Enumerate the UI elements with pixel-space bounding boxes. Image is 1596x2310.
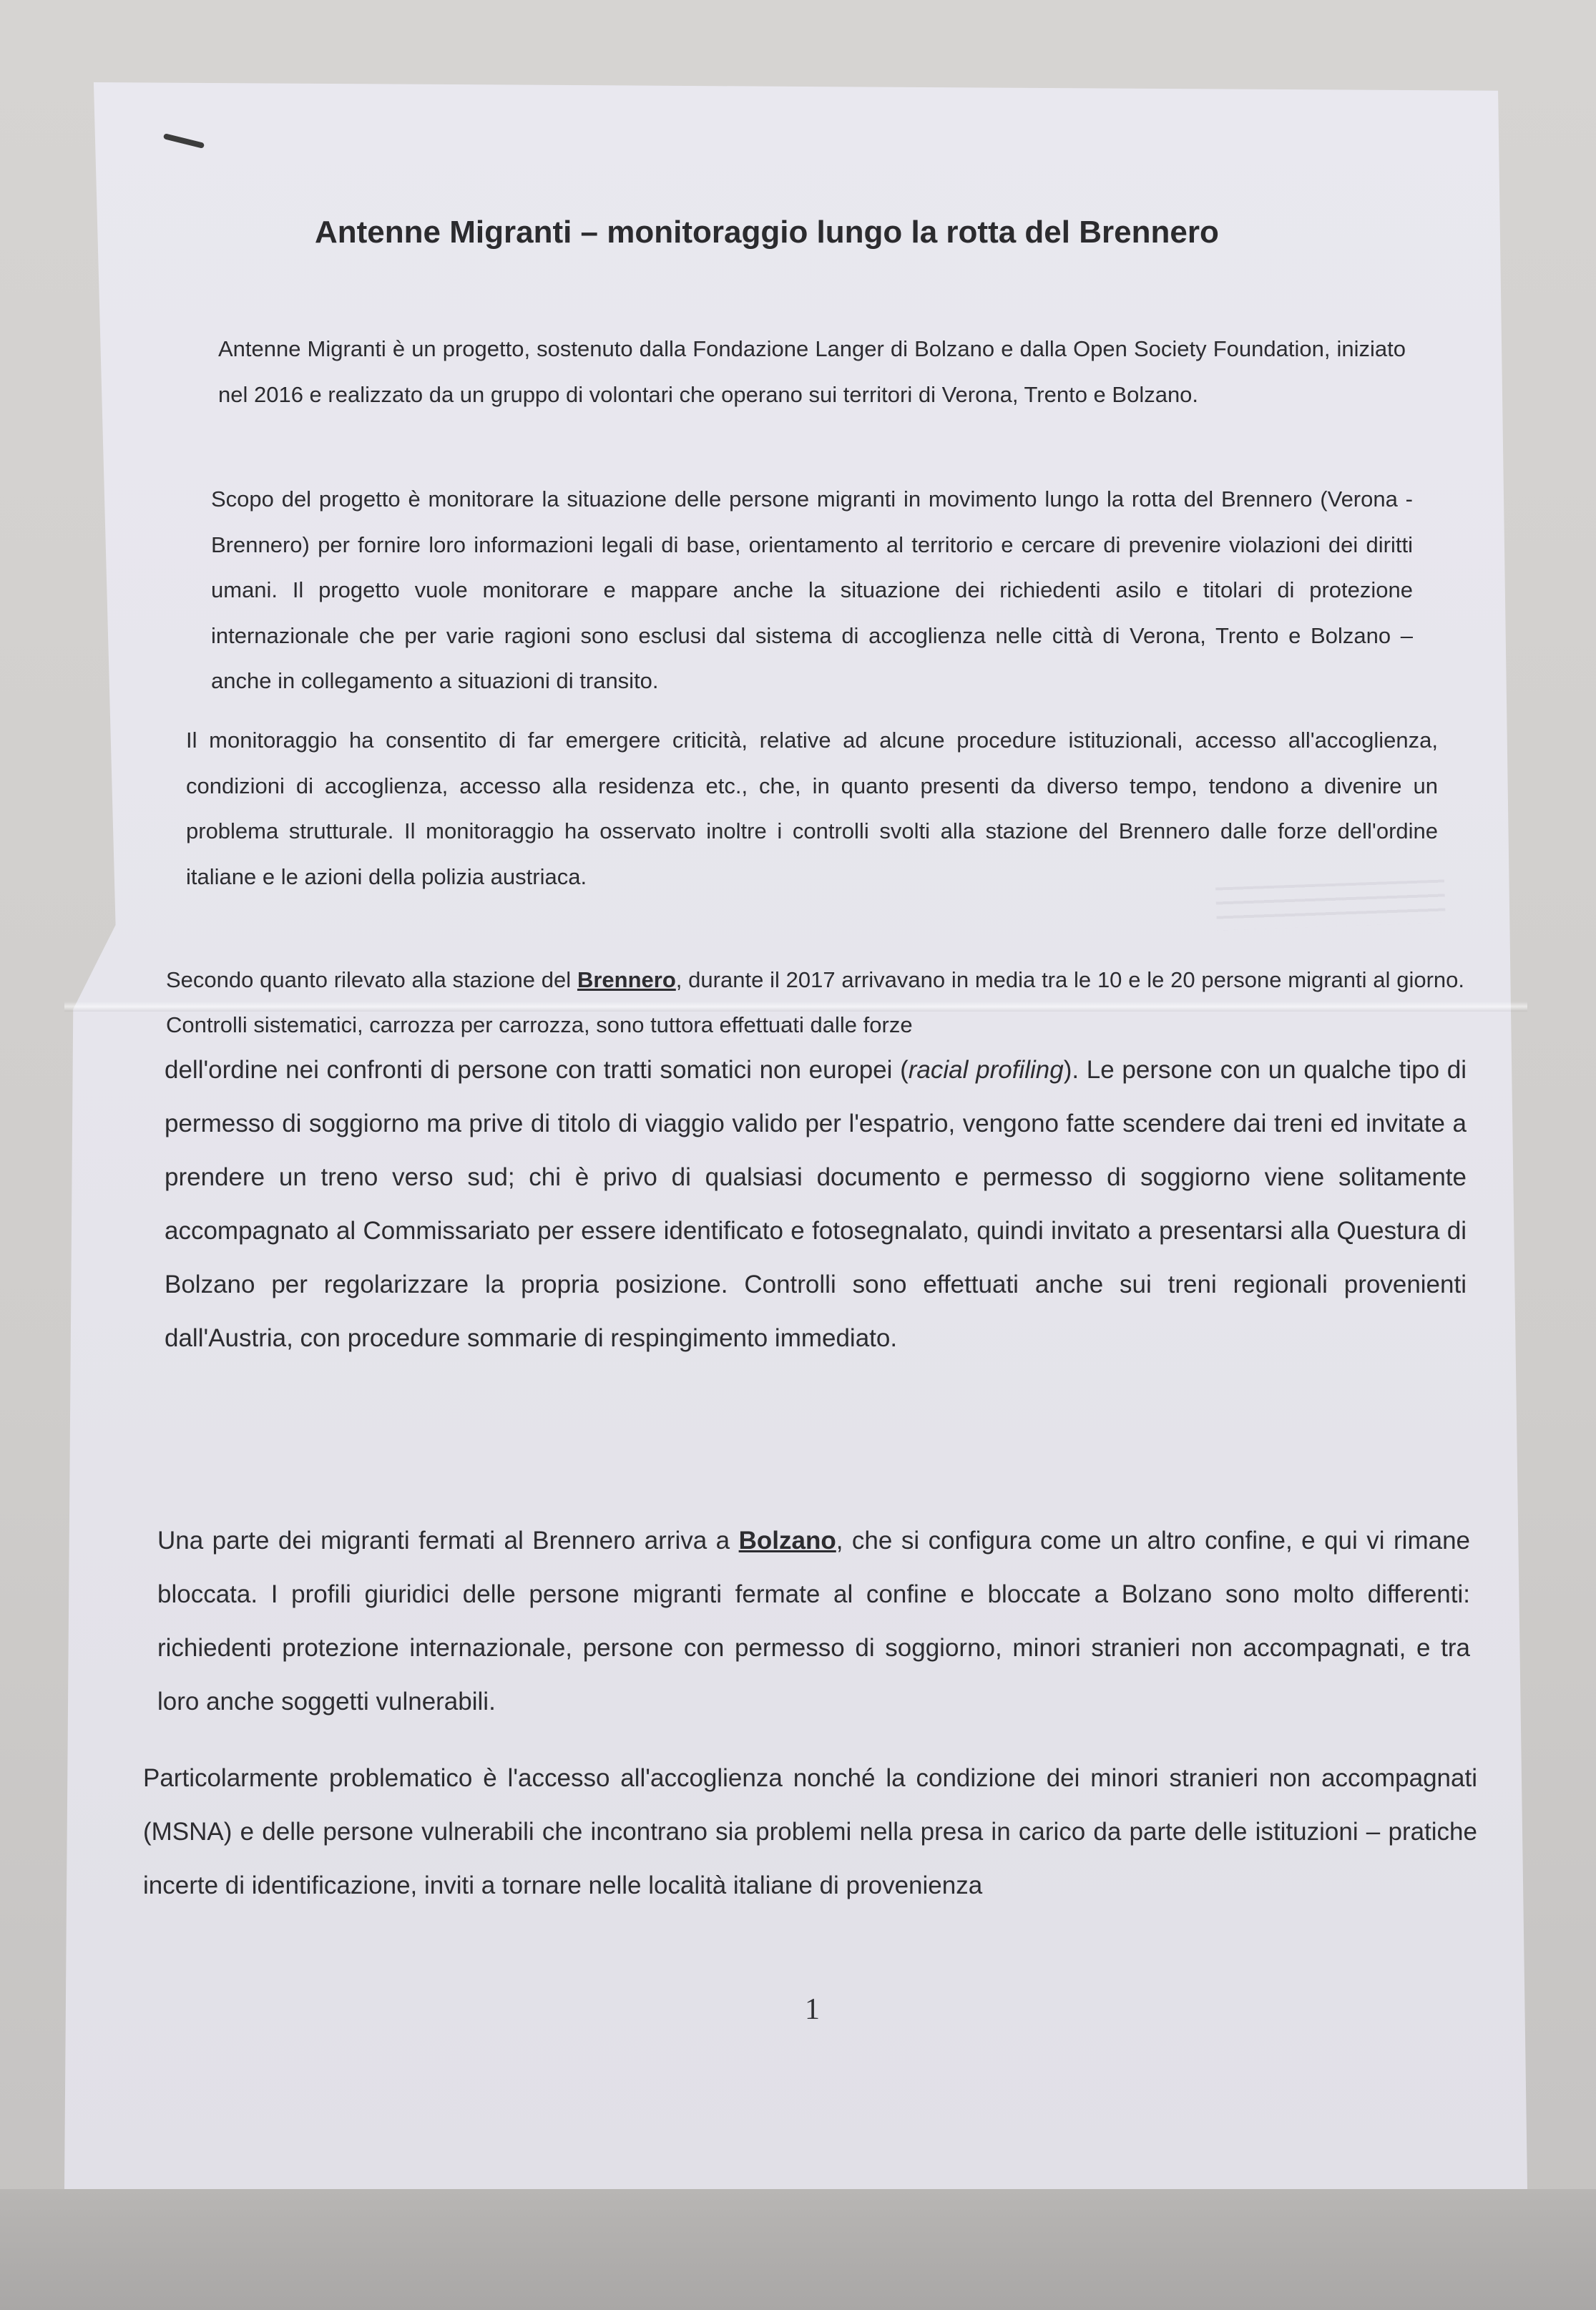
text-segment: dell'ordine nei confronti di persone con tratti somatici non europei ( xyxy=(165,1056,909,1084)
page-number: 1 xyxy=(805,1993,820,2026)
document-title: Antenne Migranti – monitoraggio lungo la rotta del Brennero xyxy=(315,215,1219,250)
text-segment: Secondo quanto rilevato alla stazione del xyxy=(166,967,577,992)
table-surface xyxy=(0,2189,1596,2310)
underlined-place-brennero: Brennero xyxy=(577,967,676,992)
paragraph-bolzano xyxy=(157,1514,1470,1728)
paragraph-scope: Scopo del progetto è monitorare la situazione delle persone migranti in movimento lungo la rotta del Brennero (Verona - Brennero) per fornire loro informazioni legali di base, orientamento al territorio e cercare di prevenire violazioni dei diritti umani. Il progetto vuole monitorare e mappare anche la situazione dei richiedenti asilo e titolari di protezione internazionale che per varie ragioni sono esclusi dal sistema di accoglienza nelle città di Verona, Trento e Bolzano – anche in collegamento a situazioni di transito. xyxy=(211,486,1413,693)
paragraph-monitoring: Il monitoraggio ha consentito di far emergere criticità, relative ad alcune procedure istituzionali, accesso all'accoglienza, condizioni di accoglienza, accesso alla residenza etc., che, in quanto presenti da diverso tempo, tendono a divenire un problema strutturale. Il monitoraggio ha osservato inoltre i controlli svolti alla stazione del Brennero dalle forze dell'ordine italiane e le azioni della polizia austriaca. xyxy=(186,728,1438,889)
text-segment: ). Le persone con un qualche tipo di permesso di soggiorno ma prive di titolo di viaggio valido per l'espatrio, vengono fatte scendere dai treni ed invitate a prendere un treno verso sud; chi è privo di qualsiasi documento e permesso di soggiorno viene solitamente accompagnato al Commissariato per essere identificato e fotosegnalato, quindi invitato a presentarsi alla Questura di Bolzano per regolarizzare la propria posizione. Controlli sono effettuati anche sui treni regionali provenienti dall'Austria, con procedure sommarie di respingimento immediato. xyxy=(165,1056,1467,1352)
text-segment: Una parte dei migranti fermati al Brennero arriva a xyxy=(157,1527,739,1555)
paragraph-brennero-intro xyxy=(166,957,1464,1047)
text-segment: , che si configura come un altro confine, e qui vi rimane bloccata. I profili giuridici delle persone migranti fermate al confine e bloccate a Bolzano sono molto differenti: richiedenti protezione internazionale, persone con permesso di soggiorno, minori stranieri non accompagnati, e tra loro anche soggetti vulnerabili. xyxy=(157,1527,1470,1716)
italic-term: racial profiling xyxy=(908,1056,1064,1084)
paragraph-intro: Antenne Migranti è un progetto, sostenuto dalla Fondazione Langer di Bolzano e dalla Open Society Foundation, iniziato nel 2016 e realizzato da un gruppo di volontari che operano sui territori di Verona, Trento e Bolzano. xyxy=(218,336,1406,407)
paragraph-msna: Particolarmente problematico è l'accesso all'accoglienza nonché la condizione dei minori stranieri non accompagnati (MSNA) e delle persone vulnerabili che incontrano sia problemi nella presa in carico da parte delle istituzioni – pratiche incerte di identificazione, inviti a tornare nelle località italiane di provenienza xyxy=(143,1764,1477,1899)
underlined-place-bolzano: Bolzano xyxy=(738,1527,836,1555)
text-segment: , durante il 2017 arrivavano in media tra le 10 e le 20 persone migranti al giorno. Controlli sistematici, carrozza per carrozza, sono tuttora effettuati dalle forze xyxy=(166,967,1464,1037)
paragraph-brennero-controls xyxy=(165,1043,1467,1365)
